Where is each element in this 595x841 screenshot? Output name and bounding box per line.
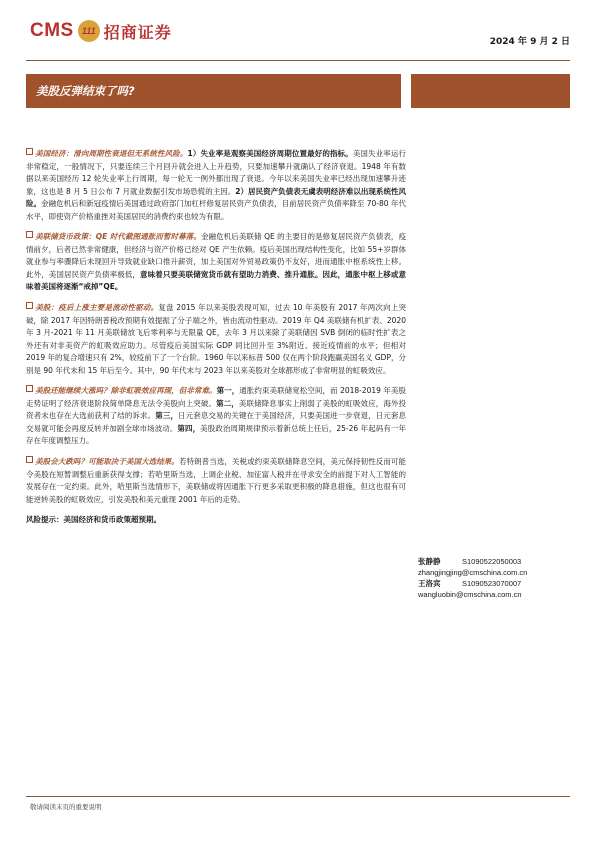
analyst-entry: [418, 578, 570, 600]
logo-text-en: CMS: [30, 20, 74, 41]
logo-text-cn: 招商证券: [103, 22, 172, 42]
bullet-square-icon: [26, 456, 33, 463]
body-paragraph: [26, 456, 406, 506]
analyst-contacts: [418, 556, 570, 600]
emphasis-text: 第四，: [177, 423, 201, 433]
emphasis-text: 第三，: [155, 411, 179, 421]
analyst-license: S1090522050003: [462, 557, 522, 566]
body-paragraph: [26, 302, 406, 377]
footer-divider: [26, 796, 570, 797]
emphasis-text: 第二，: [216, 398, 239, 408]
analyst-email[interactable]: wangluobin@cmschina.com.cn: [418, 590, 522, 599]
analyst-name: 张静静: [418, 557, 441, 566]
paragraph-text: 金融危机后美联储 QE 的主要目的是修复居民资产负债表，疫情前夕，后者已然非常健康，但经济与资产价格已经对 QE 产生依赖。疫后美国出现结构性变化，比如 55+岁群体就业参与率骤降后未现回升导致就业缺口推升薪资，加上美国对外贸易政策仍不友好，进而通胀中枢系统性上移。此外，美国居民资产负债率极低，: [26, 232, 406, 279]
bullet-square-icon: [26, 302, 33, 309]
bullet-square-icon: [26, 231, 33, 238]
paragraph-heading: 美股还能继续大涨吗？除非虹吸效应再现，但非常难。: [35, 386, 217, 396]
sidebar-banner: [411, 74, 570, 108]
report-title: 美股反弹结束了吗?: [36, 84, 135, 98]
paragraph-heading: 美股会大跌吗？可能取决于美国大选结果。: [35, 457, 179, 467]
title-banner: [26, 74, 401, 108]
emphasis-text: 2）居民资产负债表无虞表明经济难以出现系统性风险。: [26, 186, 407, 209]
body-paragraph: [26, 385, 406, 448]
body-paragraph: [26, 231, 406, 294]
paragraph-list: [26, 148, 406, 506]
analyst-email[interactable]: zhangjingjing@cmschina.com.cn: [418, 568, 528, 577]
paragraph-text: 美联储降息事实上削弱了美股的虹吸效应，海外投资者未也存在大选前获利了结的诉求。: [26, 398, 407, 421]
logo-mark-icon: 111: [78, 20, 100, 42]
body-paragraph: [26, 148, 406, 223]
paragraph-text: 若特朗普当选，关税或约束美联储降息空间，美元保持韧性反而可能令美股在短暂调整后重新获得支撑；若哈里斯当选，上调企业税、加征富人税并在寻求安全的前提下对人工智能的发展存在一定约束。此外，哈里斯当选情形下，美联储或将因通胀下行更多采取更积极的降息措施，但这也很有可能逆转美股的虹吸效应，引发美股和美元重现 2001 年后的走势。: [26, 457, 407, 504]
emphasis-text: 意味着只要美联储宽货币就有望助力消费、推升通胀。因此，通胀中枢上移或意味着美国将逐渐“戒掉”QE。: [26, 269, 406, 292]
paragraph-heading: 美股：疫后上涨主要是流动性驱动。: [35, 303, 159, 313]
bullet-square-icon: [26, 148, 33, 155]
paragraph-heading: 美联储货币政策：QE 时代截图通胀而暂时幕落。: [35, 232, 201, 242]
emphasis-text: 第一，: [216, 386, 240, 396]
bullet-square-icon: [26, 385, 33, 392]
footer-disclaimer: 敬请阅读末页的重要说明: [30, 803, 102, 811]
analyst-entry: [418, 556, 570, 578]
paragraph-text: 美国失业率运行非常稳定，一般情况下，只要连续三个月回升就会进入上升趋势，只要加速攀升就确认了经济衰退。1948 年有数据以来美国经历 12 轮失业率上行周期，每一轮无一例外都出现了衰退。今年以来美国失业率已经出现加速攀升迹象，这也是 8 月 5 日公布 7 月就业数据引发市场恐慌的主因。: [26, 149, 407, 196]
company-logo: [30, 16, 172, 46]
paragraph-text: 金融危机后和新冠疫情后美国通过政府部门加杠杆修复居民资产负债表，目前居民资产负债率降至 70-80 年代水平，即使资产价格重挫对美国居民的消费约束也较为有限。: [26, 199, 407, 221]
header-divider: [26, 60, 570, 61]
paragraph-text: 复盘 2015 年以来美股表现可知，过去 10 年美股有 2017 年两次向上突破，除 2017 年因特朗普税改预期有效提振了分子端之外，皆由流动性驱动。2019 年 Q4 美联储有机扩表、2020 年 3 月-2021 年 11 月美联储放飞后零利率与无限量 QE，去年 3 月以来除了美联储因 SVB 倒闭的临时性扩表之外还有对非美资产的虹吸效应助力。尽管疫后美国实际 GDP 同比回升至 3%附近、接近疫情前的水平；但相对 2019 年的复合增速只有 2%，较疫前下了一个台阶。1960 年以来标普 500 仅在两个阶段跑赢美国名义 GDP，分别是 90 年代末和 15 年后至今。其中，90 年代末与 2023 年以来美股对全球都形成了非常明显的虹吸效应。: [26, 303, 407, 375]
paragraph-heading: 美国经济：滑向周期性衰退但无系统性风险。: [35, 149, 188, 158]
emphasis-text: 1）失业率是观察美国经济周期位置最好的指标。: [187, 149, 353, 158]
paragraph-text: 通胀约束美联储宽松空间，而 2018-2019 年美股走势证明了经济衰退阶段简单降息无法令美股向上突破。: [26, 386, 407, 408]
report-date: 2024 年 9 月 2 日: [489, 37, 570, 47]
analyst-name: 王洛宾: [418, 579, 441, 588]
analyst-license: S1090523070007: [462, 579, 522, 588]
report-body: [26, 148, 406, 535]
paragraph-text: 日元套息交易的关键在于美国经济，只要美国进一步衰退，日元套息交易就可能会再度反转并加剧全球市场波动。: [26, 411, 407, 433]
risk-warning: 风险提示：美国经济和货币政策超预期。: [26, 515, 161, 525]
paragraph-text: 美股政治周期规律预示着新总统上任后，25-26 年起码有一年存在年度调整压力。: [26, 423, 407, 446]
